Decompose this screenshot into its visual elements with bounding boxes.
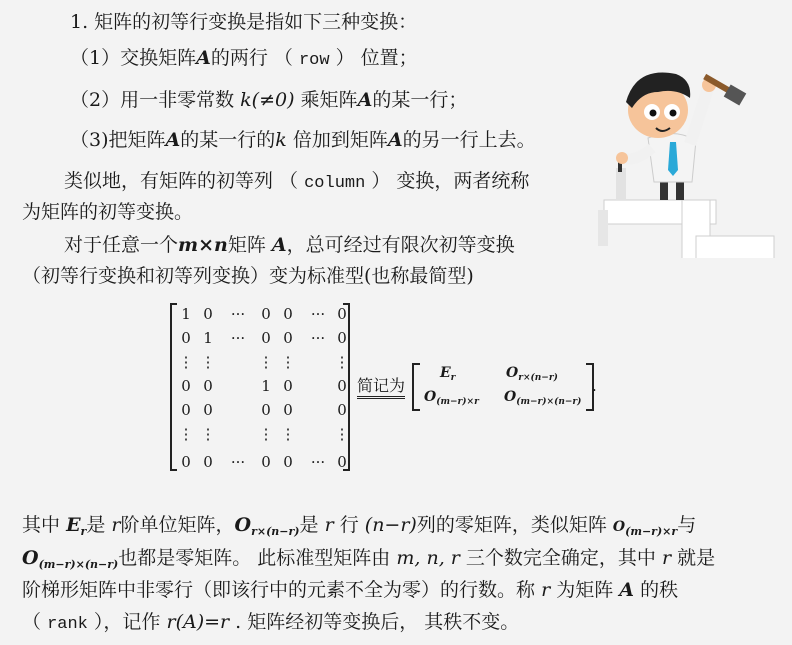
bench-end — [598, 210, 608, 246]
matrix-cell: ⋮ — [280, 353, 296, 371]
item-3: （2）用一非零常数 k(≠0) 乘矩阵A的某一行； — [70, 89, 468, 111]
abbreviation-label: 简记为 — [357, 376, 405, 399]
cartoon-builder-illustration — [596, 58, 786, 258]
matrix-cell: ⋮ — [200, 353, 216, 371]
block-matrix — [412, 363, 596, 411]
item-4: （3)把矩阵A的某一行的k 倍加到矩阵A的另一行上去。 — [70, 129, 536, 151]
matrix-cell: ··· — [230, 305, 246, 323]
matrix-cell: 0 — [337, 453, 347, 471]
matrix-cell: 0 — [203, 377, 213, 395]
block-e: $E_r$ — [440, 365, 456, 383]
matrix-cell: ⋮ — [200, 425, 216, 443]
post — [616, 168, 626, 200]
left-pupil — [650, 110, 657, 117]
right-pupil — [670, 110, 677, 117]
matrix-cell: ··· — [230, 329, 246, 347]
para-3-line-3: 阶梯形矩阵中非零行（即该行中的元素不全为零）的行数。称 r 为矩阵 A 的秩 — [22, 579, 679, 601]
block-o1: $O_{r\times(n-r)}$ — [506, 365, 558, 383]
para-1-line-2: 为矩阵的初等变换。 — [22, 201, 194, 223]
block-o2: $O_{(m-r)\times r}$ — [424, 389, 479, 407]
matrix-cell: 0 — [181, 401, 191, 419]
raised-arm — [690, 88, 708, 144]
matrix-cell: 0 — [337, 401, 347, 419]
item-2: （1）交换矩阵A的两行 （ row ） 位置； — [70, 47, 418, 70]
matrix-cell: 0 — [283, 401, 293, 419]
matrix-cell: ⋮ — [280, 425, 296, 443]
matrix-cell: 0 — [181, 377, 191, 395]
para-3-line-4: （ rank ），记作 r(A)=r . 矩阵经初等变换后， 其秩不变。 — [22, 611, 520, 634]
matrix-cell: 0 — [283, 329, 293, 347]
matrix-cell: ⋮ — [334, 353, 350, 371]
matrix-cell: 0 — [283, 305, 293, 323]
block-o3: $O_{(m-r)\times(n-r)}$ — [504, 389, 582, 407]
matrix-cell: ⋮ — [178, 353, 194, 371]
block-period: . — [592, 377, 597, 395]
para-1-line-1: 类似地，有矩阵的初等列 （ column ） 变换，两者统称 — [64, 170, 530, 193]
standard-form-matrix — [170, 303, 350, 471]
block-left-bracket — [412, 363, 420, 411]
matrix-cell: 0 — [203, 305, 213, 323]
matrix-cell: 0 — [337, 329, 347, 347]
matrix-cell: ··· — [230, 453, 246, 471]
para-2-line-2: （初等行变换和初等列变换）变为标准型(也称最简型) — [22, 265, 474, 287]
para-2-line-1: 对于任意一个m×n矩阵 A，总可经过有限次初等变换 — [64, 234, 515, 256]
matrix-cell: 0 — [261, 329, 271, 347]
matrix-cell: ⋮ — [258, 425, 274, 443]
matrix-cell: ··· — [310, 305, 326, 323]
matrix-cell: 0 — [337, 305, 347, 323]
lower-arm — [624, 148, 652, 159]
matrix-cell: 0 — [203, 401, 213, 419]
matrix-cell: ⋮ — [334, 425, 350, 443]
matrix-cell: 1 — [203, 329, 213, 347]
matrix-cell: ⋮ — [178, 425, 194, 443]
matrix-cell: 0 — [261, 453, 271, 471]
matrix-cell: 0 — [203, 453, 213, 471]
matrix-cell: 0 — [283, 377, 293, 395]
matrix-cell: 1 — [261, 377, 271, 395]
para-3-line-2: $O_{(m-r)\times(n-r)}$也都是零矩阵。 此标准型矩阵由 m, n, r 三个数完全确定，其中 r 就是 — [22, 547, 716, 571]
matrix-cell: 0 — [283, 453, 293, 471]
matrix-left-bracket — [170, 303, 177, 471]
matrix-cell: ··· — [310, 453, 326, 471]
item-1: 1. 矩阵的初等行变换是指如下三种变换： — [70, 11, 418, 33]
matrix-cell: 0 — [181, 329, 191, 347]
matrix-cell: 0 — [261, 305, 271, 323]
para-3-line-1: 其中 $E_r$是 r阶单位矩阵，$O_{r\times(n-r)}$是 r 行 (n−r)列的零矩阵，类似矩阵 $O_{(m-r)\times r}$与 — [22, 514, 697, 538]
matrix-cell: 0 — [261, 401, 271, 419]
matrix-cell: 0 — [181, 453, 191, 471]
bench-foot — [696, 236, 774, 258]
matrix-cell: 1 — [181, 305, 191, 323]
matrix-cell: 0 — [337, 377, 347, 395]
lower-hand — [616, 152, 628, 164]
matrix-cell: ⋮ — [258, 353, 274, 371]
matrix-cell: ··· — [310, 329, 326, 347]
